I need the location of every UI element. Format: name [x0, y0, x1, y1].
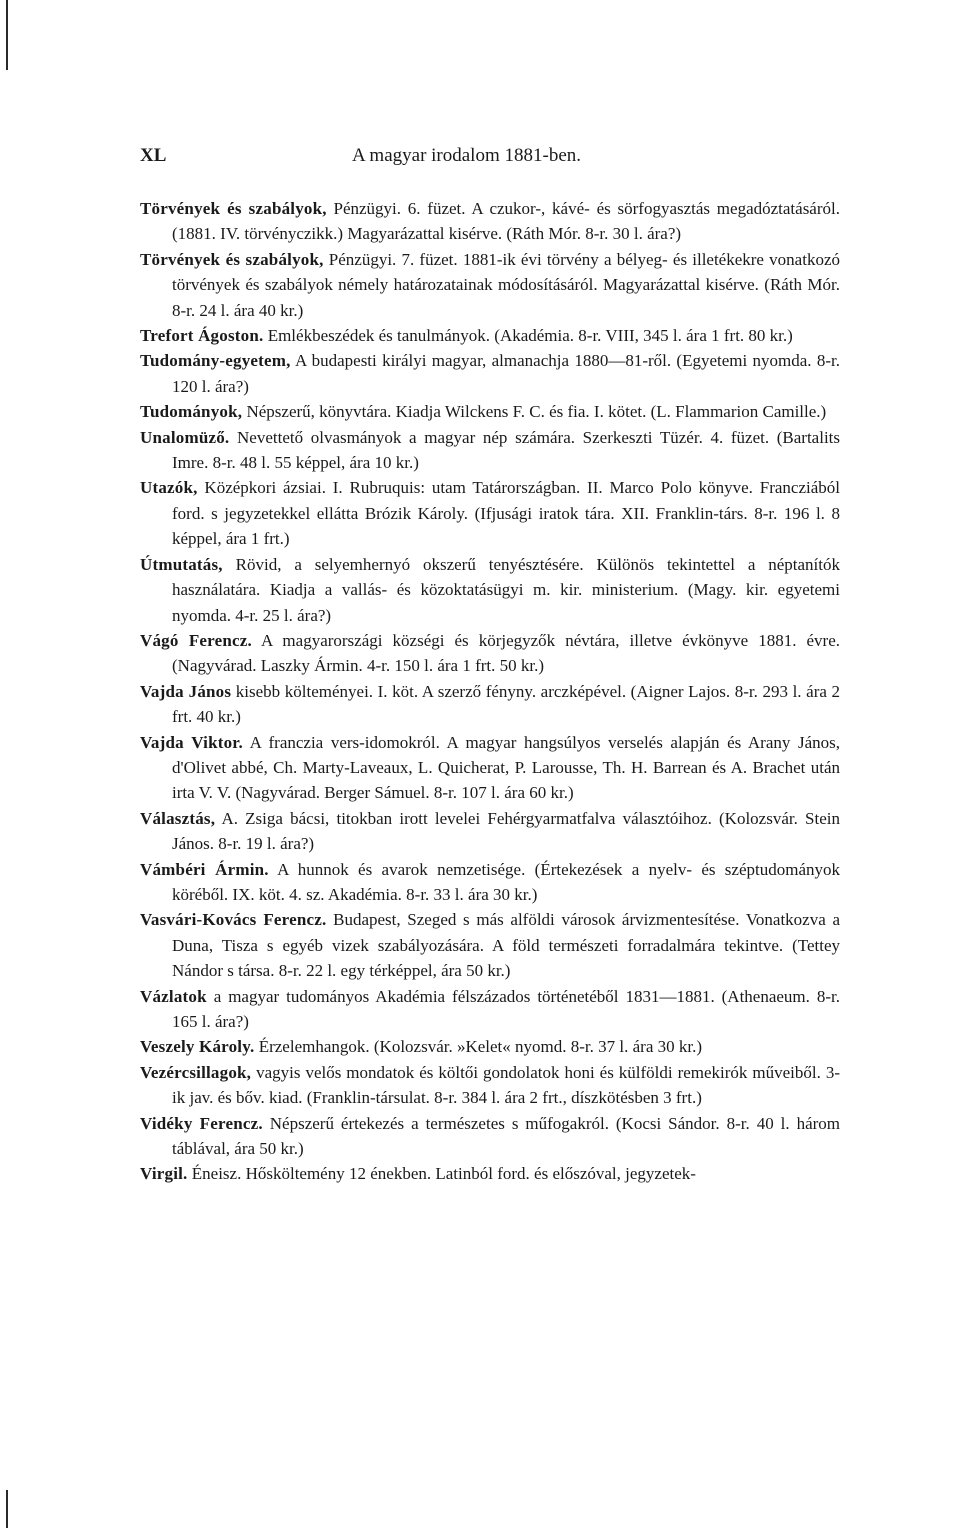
bibliography-entry — [140, 323, 840, 348]
entry-heading: Utazók, — [140, 478, 198, 498]
entry-heading: Útmutatás, — [140, 554, 223, 574]
bibliography-entry — [140, 679, 840, 730]
bibliography-entry — [140, 730, 840, 806]
entry-heading: Törvények és szabályok, — [140, 249, 324, 269]
entry-heading: Vámbéri Ármin. — [140, 859, 269, 879]
scan-edge-mark — [6, 1490, 8, 1528]
bibliography-entry — [140, 628, 840, 679]
running-title: A magyar irodalom 1881-ben. — [352, 145, 582, 166]
bibliography-entry — [140, 857, 840, 908]
entry-heading: Vajda János — [140, 681, 232, 701]
bibliography-entry — [140, 552, 840, 628]
entry-heading: Vezércsillagok, — [140, 1062, 252, 1082]
scan-edge-mark — [6, 0, 8, 70]
entry-heading: Vágó Ferencz. — [140, 630, 252, 650]
entry-text: Rövid, a selyemhernyó okszerű tenyésztésére. Különös tekintettel a néptanítók használatára. Kiadja a vallás- és közoktatásügyi m. kir. ministerium. (Magy. kir. egyetemi nyomda. 4-r. 25 l. ára?) — [172, 554, 840, 625]
bibliography-entry — [140, 196, 840, 247]
entry-text: Budapest, Szeged s más alföldi városok árvizmentesítése. Vonatkozva a Duna, Tisza s egyéb vizek szabályozására. A föld természeti forradalmára tekintve. (Tettey Nándor s társa. 8-r. 22 l. egy térképpel, ára 50 kr.) — [172, 910, 840, 981]
entry-text: Éneisz. Hősköltemény 12 énekben. Latinból ford. és előszóval, jegyzetek- — [187, 1164, 696, 1184]
entry-heading: Vasvári-Kovács Ferencz. — [140, 910, 327, 930]
entry-heading: Vajda Viktor. — [140, 732, 243, 752]
entry-text: a magyar tudományos Akadémia félszázados történetéből 1831—1881. (Athenaeum. 8-r. 165 l. ára?) — [172, 986, 840, 1031]
entry-text: Nevettető olvasmányok a magyar nép számára. Szerkeszti Tüzér. 4. füzet. (Bartalits Imre. 8-r. 48 l. 55 képpel, ára 10 kr.) — [172, 427, 840, 473]
entry-text: kisebb költeményei. I. köt. A szerző fényny. arczképével. (Aigner Lajos. 8-r. 293 l. ára 2 frt. 40 kr.) — [172, 681, 840, 727]
bibliography-entry — [140, 425, 840, 476]
bibliography-entry — [140, 1060, 840, 1111]
entry-heading: Trefort Ágoston. — [140, 326, 264, 346]
bibliography-entry — [140, 1161, 840, 1186]
entry-text: Népszerű értekezés a természetes s műfogakról. (Kocsi Sándor. 8-r. 40 l. három táblával, ára 50 kr.) — [172, 1113, 840, 1159]
bibliography-entry — [140, 348, 840, 399]
bibliography-entry — [140, 475, 840, 551]
entry-text: A franczia vers-idomokról. A magyar hangsúlyos verselés alapján és Arany János, d'Olivet abbé, Ch. Marty-Laveaux, L. Quicherat, P. Larousse, Th. H. Barrean és A. Brachet után irta V. V. (Nagyvárad. Berger Sámuel. 8-r. 107 l. ára 60 kr.) — [172, 732, 840, 803]
bibliography-entry — [140, 806, 840, 857]
entry-text: A hunnok és avarok nemzetisége. (Értekezések a nyelv- és széptudományok köréből. IX. köt. 4. sz. Akadémia. 8-r. 33 l. ára 30 kr.) — [172, 859, 840, 904]
page-header — [140, 145, 840, 175]
bibliography-entry — [140, 399, 840, 424]
bibliography-entry — [140, 1111, 840, 1162]
entry-text: vagyis velős mondatok és költői gondolatok honi és külföldi remekirók műveiből. 3-ik jav. és bőv. kiad. (Franklin-társulat. 8-r. 384 l. ára 2 frt., díszkötésben 3 frt.) — [172, 1062, 840, 1108]
entry-text: A budapesti királyi magyar, almanachja 1880—81-ről. (Egyetemi nyomda. 8-r. 120 l. ára?) — [172, 351, 840, 396]
entry-heading: Virgil. — [140, 1164, 188, 1184]
entry-heading: Unalomüző. — [140, 427, 230, 447]
entry-text: Emlékbeszédek és tanulmányok. (Akadémia. 8-r. VIII, 345 l. ára 1 frt. 80 kr.) — [263, 326, 793, 346]
entry-heading: Veszely Károly. — [140, 1037, 255, 1057]
entry-heading: Tudomány-egyetem, — [140, 351, 291, 371]
entry-heading: Vidéky Ferencz. — [140, 1113, 263, 1133]
bibliography-entry — [140, 1034, 840, 1059]
entry-heading: Törvények és szabályok, — [140, 199, 327, 218]
bibliography-list — [140, 196, 840, 1187]
entry-heading: Tudományok, — [140, 402, 243, 422]
entry-heading: Választás, — [140, 808, 216, 828]
entry-text: Középkori ázsiai. I. Rubruquis: utam Tatárországban. II. Marco Polo könyve. Francziából ford. s jegyzetekkel ellátta Brózik Károly. (Ifjusági iratok tára. XII. Franklin-társ. 8-r. 196 l. 8 képpel, ára 1 frt.) — [172, 478, 840, 549]
page-number: XL — [140, 145, 167, 166]
entry-text: Érzelemhangok. (Kolozsvár. »Kelet« nyomd. 8-r. 37 l. ára 30 kr.) — [254, 1037, 702, 1057]
entry-text: Népszerű, könyvtára. Kiadja Wilckens F. C. és fia. I. kötet. (L. Flammarion Camille.) — [242, 402, 827, 422]
bibliography-entry — [140, 984, 840, 1035]
entry-heading: Vázlatok — [140, 986, 207, 1006]
entry-text: A magyarországi községi és körjegyzők névtára, illetve évkönyve 1881. évre. (Nagyvárad. Laszky Ármin. 4-r. 150 l. ára 1 frt. 50 kr.) — [172, 630, 840, 676]
entry-text: Pénzügyi. 6. füzet. A czukor-, kávé- és sörfogyasztás megadóztatásáról. (1881. IV. törvényczikk.) Magyarázattal kisérve. (Ráth Mór. 8-r. 30 l. ára?) — [172, 199, 840, 244]
entry-text: Pénzügyi. 7. füzet. 1881-ik évi törvény a bélyeg- és illetékekre vonatkozó törvények és szabályok némely határozatainak módosításáról. Magyarázattal kisérve. (Ráth Mór. 8-r. 24 l. ára 40 kr.) — [172, 249, 840, 320]
entry-text: A. Zsiga bácsi, titokban irott levelei Fehérgyarmatfalva választóihoz. (Kolozsvár. Stein János. 8-r. 19 l. ára?) — [172, 808, 840, 854]
bibliography-entry — [140, 907, 840, 983]
bibliography-entry — [140, 247, 840, 323]
